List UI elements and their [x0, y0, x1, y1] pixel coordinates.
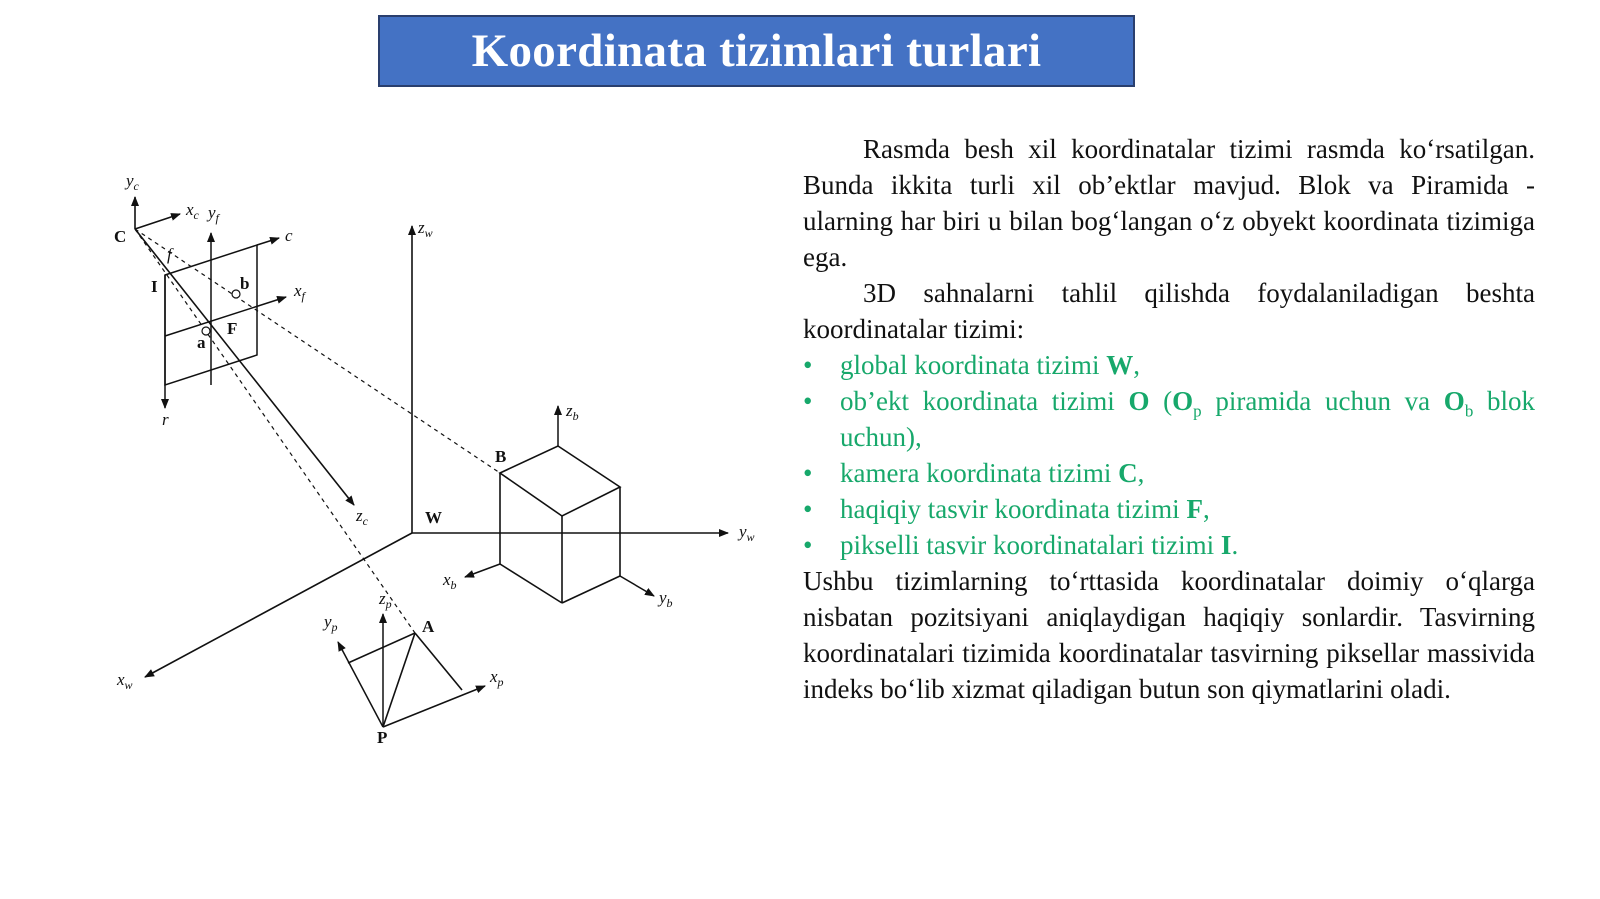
label-F: F: [227, 319, 238, 338]
slide-title: Koordinata tizimlari turlari: [471, 25, 1042, 77]
diagram-svg: [100, 150, 780, 760]
intro-paragraph-1: Rasmda besh xil koordinatalar tizimi rasmda ko‘rsatilgan. Bunda ikkita turli xil ob’ektlar mavjud. Blok va Piramida - ularning har biri u bilan bog‘langan o‘z obyekt koordinata tizimiga ega.: [803, 134, 1535, 272]
pyramid-edge-1: [348, 633, 415, 663]
label-I: I: [151, 277, 158, 296]
block-bottom-right: [562, 576, 620, 603]
label-zc: $z_c$: [356, 506, 368, 528]
pyramid-x-axis: [383, 686, 485, 727]
label-zw: $z_w$: [418, 218, 433, 240]
label-zb: $z_b$: [566, 401, 579, 423]
block-y-axis: [620, 576, 654, 596]
outro-paragraph: Ushbu tizimlarning to‘rttasida koordinatalar doimiy o‘qlarga nisbatan pozitsiyani aniqlaydigan haqiqiy sonlardir. Tasvirning koordinatalari tizimida koordinatalar tasvirning piksellar massivida indeks bo‘lib xizmat qiladigan butun son qiymatlarini oladi.: [803, 566, 1535, 704]
label-a: a: [197, 333, 206, 352]
block-top: [500, 446, 620, 516]
image-point-b: [232, 290, 240, 298]
image-c-axis: [257, 238, 279, 245]
label-xf: $x_f$: [294, 281, 305, 303]
label-r: r: [162, 410, 169, 429]
block-x-axis: [465, 564, 500, 577]
label-f: f: [167, 245, 172, 264]
camera-z-axis: [135, 229, 354, 505]
list-item: • haqiqiy tasvir koordinata tizimi F,: [803, 494, 1210, 524]
label-c: c: [285, 226, 293, 245]
label-xc: $x_c$: [186, 200, 199, 222]
label-xp: $x_p$: [490, 667, 504, 689]
title-banner: [378, 15, 1135, 87]
pyramid-edge-2: [415, 633, 462, 690]
block-bottom-left: [500, 564, 562, 603]
intro-paragraph-2: 3D sahnalarni tahlil qilishda foydalaniladigan beshta koordinatalar tizimi:: [803, 278, 1535, 344]
camera-x-axis: [135, 214, 180, 229]
label-yc: $y_c$: [126, 171, 139, 193]
coordinate-systems-diagram: [100, 150, 780, 760]
label-xw: $x_w$: [117, 670, 133, 692]
world-x-axis: [145, 533, 412, 677]
list-item: • global koordinata tizimi W,: [803, 350, 1140, 380]
label-zp: $z_p$: [379, 589, 392, 611]
list-item: • pikselli tasvir koordinatalari tizimi I.: [803, 530, 1239, 560]
label-yp: $y_p$: [324, 612, 338, 634]
pyramid-edge-3: [383, 633, 415, 727]
label-yf: $y_f$: [208, 203, 219, 225]
label-xb: $x_b$: [443, 570, 457, 592]
label-P: P: [377, 728, 388, 747]
slide-text: [803, 131, 1535, 707]
projection-line-b: [135, 229, 500, 473]
label-A: A: [422, 617, 435, 636]
image-plane-h-line: [165, 297, 286, 336]
list-item: • kamera koordinata tizimi C,: [803, 458, 1145, 488]
projection-line-a: [135, 229, 415, 633]
pyramid-y-axis: [338, 642, 383, 727]
label-yw: $y_w$: [739, 522, 755, 544]
label-B: B: [495, 447, 507, 466]
list-item: • ob’ekt koordinata tizimi O ($O_p$ piramida uchun va $O_b$ blok uchun),: [803, 386, 1535, 452]
label-b: b: [240, 274, 250, 293]
coordinate-systems-list: [803, 347, 1535, 563]
label-C: C: [114, 227, 127, 246]
label-W: W: [425, 508, 442, 527]
label-yb: $y_b$: [659, 588, 673, 610]
